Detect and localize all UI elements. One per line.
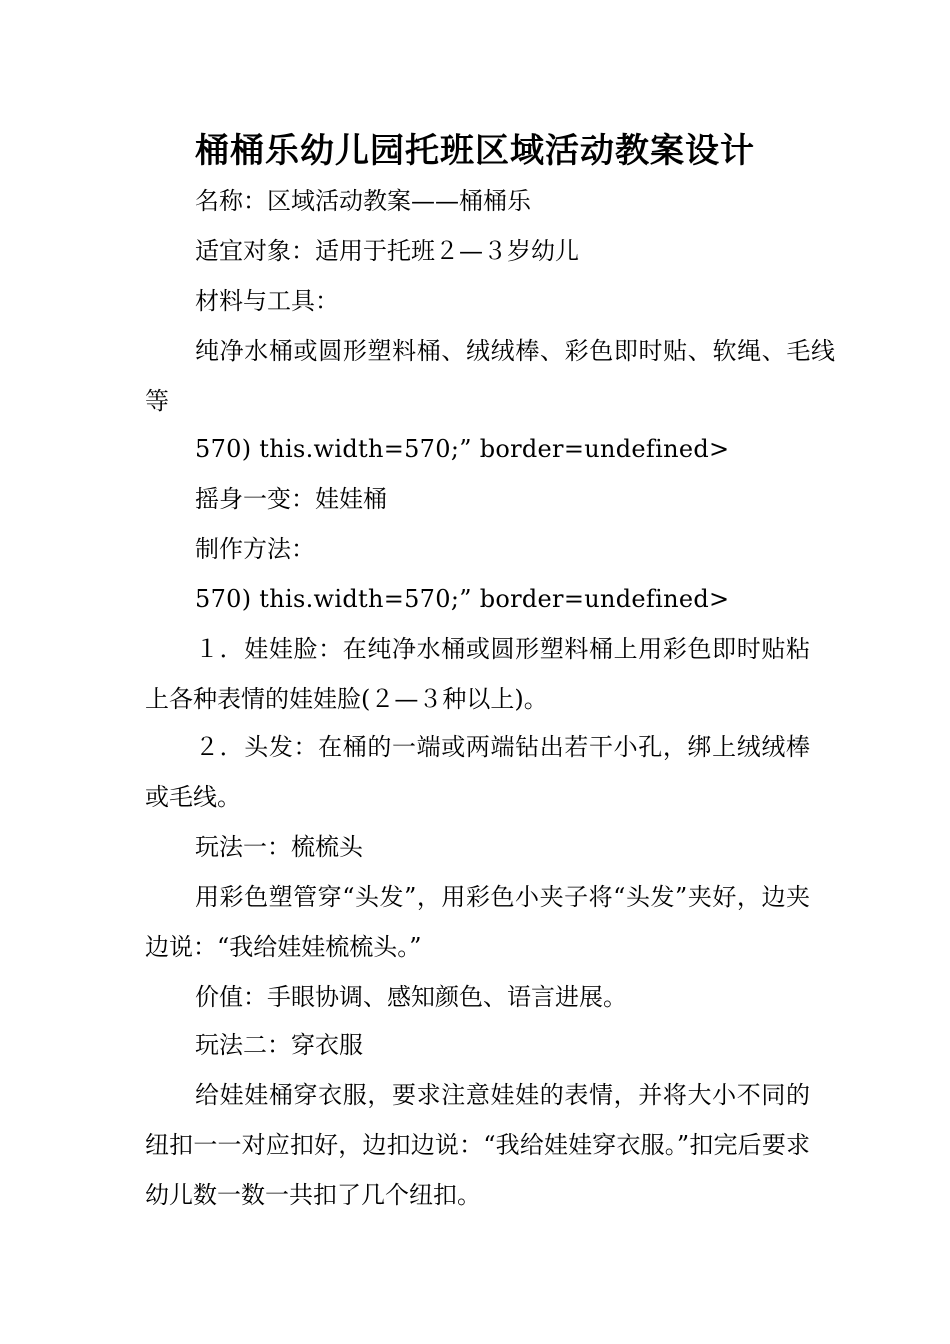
- play-1-heading: 玩法一：梳梳头: [195, 833, 363, 861]
- document-title: 桶桶乐幼儿园托班区域活动教案设计: [195, 131, 755, 171]
- step-2-paragraph: ２．头发：在桶的一端或两端钻出若干小孔，绑上绒绒棒或毛线。: [145, 733, 810, 811]
- play-2-paragraph: 给娃娃桶穿衣服，要求注意娃娃的表情，并将大小不同的纽扣一一对应扣好，边扣边说：“我给娃娃穿衣服。”扣完后要求幼儿数一数一共扣了几个纽扣。: [145, 1081, 810, 1209]
- play-2-heading: 玩法二：穿衣服: [195, 1031, 363, 1059]
- method-heading: 制作方法：: [195, 535, 315, 563]
- image-placeholder-text-2: 570) this.width=570;” border=undefined>: [195, 585, 730, 613]
- name-line: 名称：区域活动教案——桶桶乐: [195, 187, 531, 215]
- audience-line: 适宜对象：适用于托班２—３岁幼儿: [195, 237, 579, 265]
- value-line: 价值：手眼协调、感知颜色、语言进展。: [195, 983, 627, 1011]
- materials-text: 纯净水桶或圆形塑料桶、绒绒棒、彩色即时贴、软绳、毛线等: [145, 337, 835, 415]
- image-placeholder-text-1: 570) this.width=570;” border=undefined>: [195, 435, 730, 463]
- play-1-paragraph: 用彩色塑管穿“头发”，用彩色小夹子将“头发”夹好，边夹边说：“我给娃娃梳梳头。”: [145, 883, 810, 961]
- section-heading: 摇身一变：娃娃桶: [195, 485, 387, 513]
- materials-heading: 材料与工具：: [195, 287, 339, 315]
- step-1-paragraph: １．娃娃脸：在纯净水桶或圆形塑料桶上用彩色即时贴粘上各种表情的娃娃脸(２—３种以上)。: [145, 635, 810, 713]
